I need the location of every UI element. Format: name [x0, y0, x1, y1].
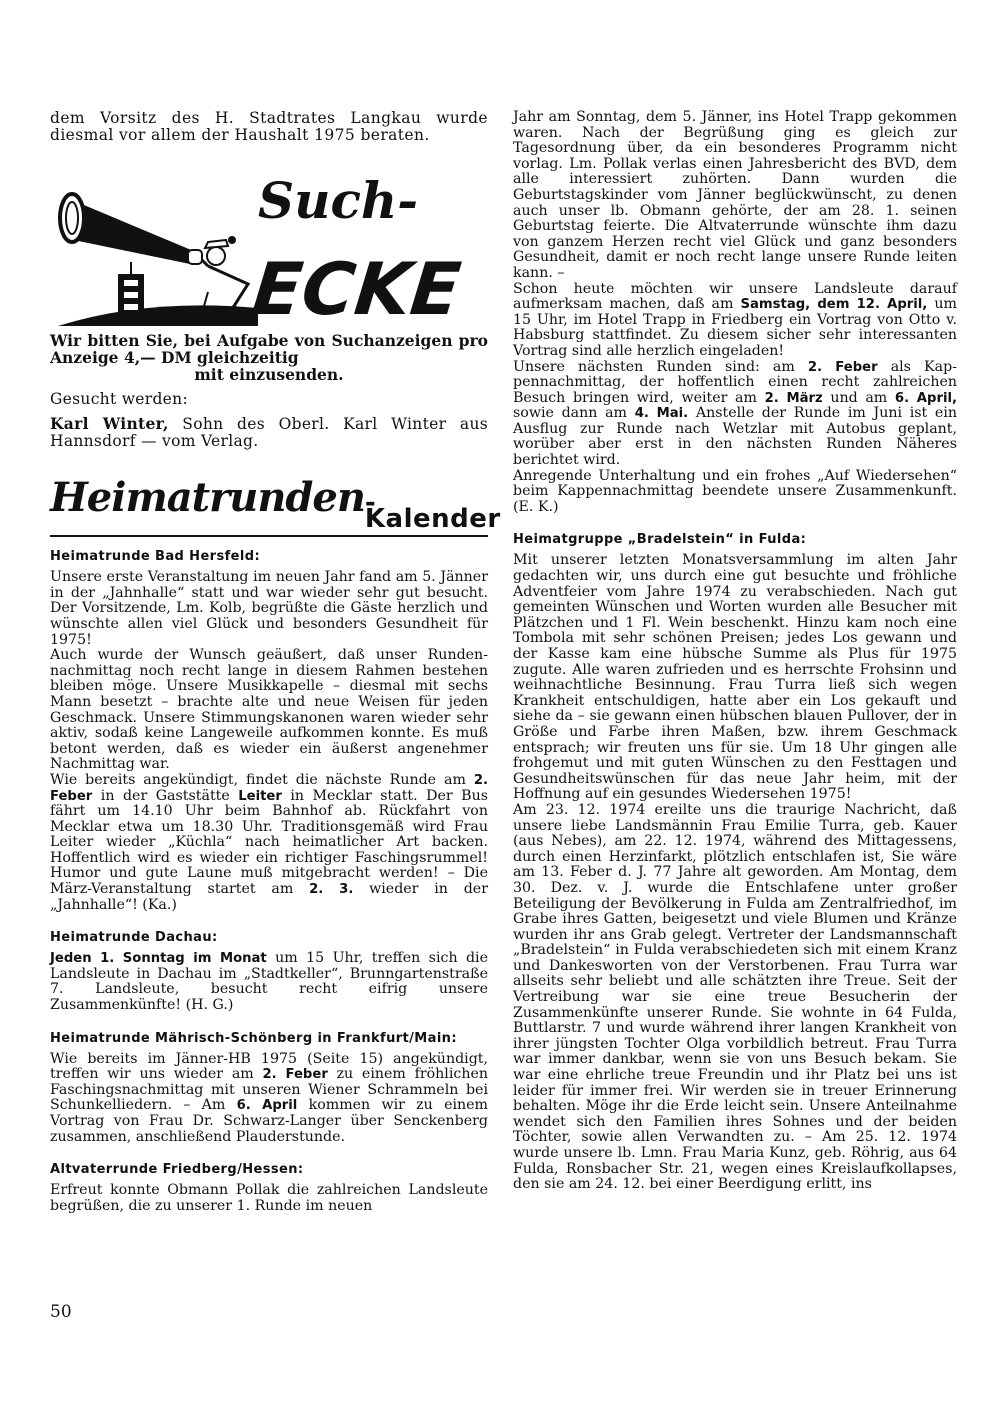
paragraph — [513, 360, 957, 469]
notice-main: Wir bitten Sie, bei Aufgabe von Suchanzeigen pro Anzeige 4,— DM gleichzeitig — [50, 331, 488, 367]
bold-venue: Leiter — [238, 788, 282, 804]
section-bradelstein-fulda — [513, 532, 957, 1192]
right-column — [513, 110, 957, 1193]
page-number: 50 — [50, 1302, 72, 1322]
bold-date: 6. April, — [894, 390, 957, 406]
section-heading: Heimatrunde Dachau: — [50, 930, 218, 946]
paragraph: Unsere erste Veranstaltung im neuen Jahr fand am 5. Jänner in der „Jahnhalle“ statt und war wieder sehr gut besucht. Der Vorsitzende, Lm. Kolb, begrüßte die Gäste herzlich und wünschte allen viel Glück und besonders Gesundheit für 1975! — [50, 569, 488, 648]
bold-schedule: Jeden 1. Sonntag im Monat — [50, 951, 267, 967]
bold-date: 2. März — [764, 390, 823, 406]
section-heading: Heimatgruppe „Bradelstein“ in Fulda: — [513, 532, 807, 548]
section-dachau — [50, 930, 488, 1013]
paragraph — [50, 951, 488, 1013]
text-run: und am — [822, 389, 895, 406]
such-ecke-logo — [58, 166, 478, 326]
text-run: sowie dann am — [513, 405, 635, 422]
text-run: wieder in der „Jahnhalle“! (Ka.) — [50, 881, 488, 913]
missing-person-name: Karl Winter, — [50, 414, 169, 433]
text-run: um 15 Uhr, treffen sich die Landsleute in Dachau im „Stadtkeller“, Brunngartenstraße 7. Landsleute, besucht recht eifrig unsere Zusammenkünfte! (H. G.) — [50, 950, 488, 1014]
bold-date: 6. April — [236, 1098, 298, 1114]
notice-paragraph — [50, 332, 488, 383]
section-heading: Heimatrunde Mährisch-Schönberg in Frankfurt/Main: — [50, 1030, 457, 1046]
paragraph: Mit unserer letzten Monatsversammlung im alten Jahr gedachten wir, uns durch eine gut besuchte und fröhliche Adventfeier vom Jahre 1974 zu verabschieden. Nach gut gemeinten Wünschen und Worten wurden alle Besucher mit Plätzchen und 1 Fl. Wein beschenkt. Hinzu kam noch eine Tombola mit sehr schönen Preisen; jedes Los gewann und der Kasse kam eine hübsche Summe als Plus für 1975 zugute. Alle waren zufrieden und es herrschte Frohsinn und weihnachtliche Besinnung. Frau Turra ließ sich wegen Krankheit entschuldigen, hatte aber ein Los gekauft und siehe da – sie gewann einen hübschen blauen Pullover, der in Größe und Farbe ihren Maßen, bzw. ihrem Geschmack entsprach; wir freuten uns für sie. Um 18 Uhr gingen alle frohgemut und mit guten Wünschen zu den Festtagen und Gesundheitswünschen für das neue Jahr heim, mit der Hoffnung auf ein gesundes Wiedersehen 1975! — [513, 552, 957, 803]
kalender-title-script: Heimatrunden — [50, 474, 365, 521]
gesucht-heading: Gesucht werden: — [50, 390, 188, 408]
bold-date: 2. 3. — [309, 882, 354, 898]
text-run: Wie bereits angekündigt, findet die nächste Runde am — [50, 771, 474, 788]
section-maehrisch-schoenberg — [50, 1031, 488, 1146]
intro-paragraph: dem Vorsitz des H. Stadtrates Langkau wurde diesmal vor allem der Haushalt 1975 beraten. — [50, 109, 488, 144]
missing-person-entry — [50, 415, 488, 450]
kalender-title — [50, 474, 501, 534]
telescope-man-icon — [58, 166, 478, 326]
bold-date: Samstag, dem 12. April, — [740, 297, 928, 313]
bold-date: 2. Feber — [50, 772, 488, 804]
missing-person-details: Sohn des Oberl. Karl Winter aus Hannsdorf — vom Verlag. — [50, 415, 488, 450]
text-run: in Mecklar statt. Der Bus fährt um 14.10 Uhr beim Bahnhof ab. Rückfahrt von Mecklar etwa um 18.30 Uhr. Traditionsgemäß wird Frau Leiter wieder „Küchla“ nach heimatlicher Art backen. Hoffentlich wird es wieder ein richtiger Faschingsrummel! Humor und gute Laune muß mitgebracht werden! – Die März-Veranstaltung startet am — [50, 787, 488, 898]
section-heading: Heimatrunde Bad Hersfeld: — [50, 549, 261, 565]
text-run: um 15 Uhr, im Hotel Trapp in Friedberg ein Vortrag von Otto v. Habsburg stattfindet. Zu diesem sicher sehr interessanten Vortrag sind alle herzlich eingeladen! — [513, 296, 957, 359]
paragraph: Anregende Unterhaltung und ein frohes „Auf Wiedersehen“ beim Kappennachmittag beendete unsere Zusammenkunft. (E. K.) — [513, 467, 957, 515]
section-divider — [50, 535, 488, 537]
paragraph: Erfreut konnte Obmann Pollak die zahlreichen Landsleute begrüßen, die zu unserer 1. Runde im neuen — [50, 1182, 488, 1214]
notice-last: mit einzusenden. — [194, 365, 344, 384]
logo-bottom-word: ECKE — [248, 248, 465, 326]
text-run: Anstelle der Runde im Juni ist ein Ausflug zur Runde nach Wetzlar mit Autobus geplant, worüber aber erst in den nächsten Runden Näheres berichtet wird. — [513, 405, 958, 469]
paragraph: Am 23. 12. 1974 ereilte uns die traurige Nachricht, daß unsere liebe Landsmännin Frau Emilie Turra, geb. Kauer (aus Nebes), am 22. 12. 1974, während des Mittagessens, durch einen Herzinfarkt, plötzlich entschlafen ist, Sie wäre am 13. Feber d. J. 77 Jahre alt geworden. Am Montag, dem 30. Dez. v. J. wurde die Entschlafene unter großer Beteiligung der Bevölkerung in Fulda am Zentralfriedhof, im Grabe ihres Gatten, beigesetzt und viele Blumen und Kränze wurden ihr ans Grab gelegt. Vertreter der Landsmannschaft „Bradelstein“ in Fulda verabschiedeten sich mit einem Kranz und Dankesworten von der Verstorbenen. Frau Turra war allseits sehr beliebt und alle schätzten ihre Treue. Seit der Vertreibung war sie eine treue Besucherin der Zusammenkünfte unserer Runde. Sie wohnte in 64 Fulda, Buttlarstr. 7 und wurde während ihrer langen Krankheit von ihrer jüngsten Tochter Olga vorbildlich betreut. Frau Turra war immer dankbar, wenn sie von uns Besuch bekam. Sie war eine ehrliche treue Freundin und ihr Platz bei uns ist leider für immer frei. Wir werden sie in treuer Erinnerung behalten. Möge ihr die Erde leicht sein. Unsere Anteilnahme wendet sich den Familien ihres Sohnes und der beiden Töchter, sowie allen Verwandten zu. – Am 25. 12. 1974 wurde unsere lb. Lmn. Frau Maria Kunz, geb. Röhrig, aus 64 Fulda, Ronsbacher Str. 21, wegen eines Kreislaufkollapses, den sie am 24. 12. bei einer Beerdigung erlitt, ins — [513, 801, 957, 1193]
paragraph — [50, 773, 488, 913]
text-run: Wie bereits im Jänner-HB 1975 (Seite 15) angekündigt, treffen wir uns wieder am — [50, 1050, 488, 1083]
text-run: Schon heute möchten wir unsere Landsleute darauf aufmerksam machen, daß am — [513, 280, 957, 313]
text-run: kommen wir zu einem Vortrag von Frau Dr. Schwarz-Langer über Senckenberg zusammen, anschließend Plauderstunde. — [50, 1097, 488, 1145]
section-bad-hersfeld — [50, 549, 488, 913]
bold-date: 2. Feber — [262, 1067, 328, 1083]
text-run: zu einem fröhlichen Faschingsnachmittag mit unseren Wiener Schrammeln bei Schunkelliedern. – Am — [50, 1066, 489, 1114]
text-run: Unsere nächsten Runden sind: am — [513, 358, 808, 375]
paragraph — [50, 1052, 488, 1146]
logo-top-word: Such- — [258, 171, 419, 230]
paragraph: Jahr am Sonntag, dem 5. Jänner, ins Hotel Trapp gekommen waren. Nach der Begrüßung ging es gleich zur Tagesordnung über, da ein besonderes Programm nicht vorlag. Lm. Pollak verlas einen Jahresbericht des BVD, dem alle interessiert zuhörten. Dann wurden die Geburtstagskinder vom Jänner beglückwünscht, zu denen auch unser lb. Obmann gehörte, der am 28. 1. seinen Geburtstag feierte. Die Altvaterrunde wünschte ihm dazu von ganzem Herzen recht viel Glück und ganz besonders Gesundheit, damit er noch recht lange unsere Runde leiten kann. – — [513, 109, 957, 281]
bold-date: 2. Feber — [807, 359, 878, 375]
left-column — [50, 109, 501, 1214]
bold-date: 4. Mai. — [634, 406, 689, 422]
section-heading: Altvaterrunde Friedberg/Hessen: — [50, 1162, 304, 1178]
text-run: als Kappennachmittag, der hoffentlich einen recht zahlreichen Besuch bringen wird, weiter am — [513, 358, 957, 406]
text-run: in der Gaststätte — [92, 787, 239, 804]
kalender-title-word: -Kalender — [364, 488, 501, 534]
paragraph: Auch wurde der Wunsch geäußert, daß unser Rundennachmittag noch recht lange in diesem Rahmen bestehen bleiben möge. Unsere Musikkapelle – diesmal mit sechs Mann besetzt – brachte alte und neue Weisen für jeden Geschmack. Unsere Stimmungskanonen waren wieder sehr aktiv, sodaß keine Langeweile aufkommen konnte. Es muß betont werden, daß es wieder ein äußerst angenehmer Nachmittag war. — [50, 647, 488, 773]
paragraph — [513, 282, 957, 360]
section-friedberg — [50, 1162, 488, 1214]
